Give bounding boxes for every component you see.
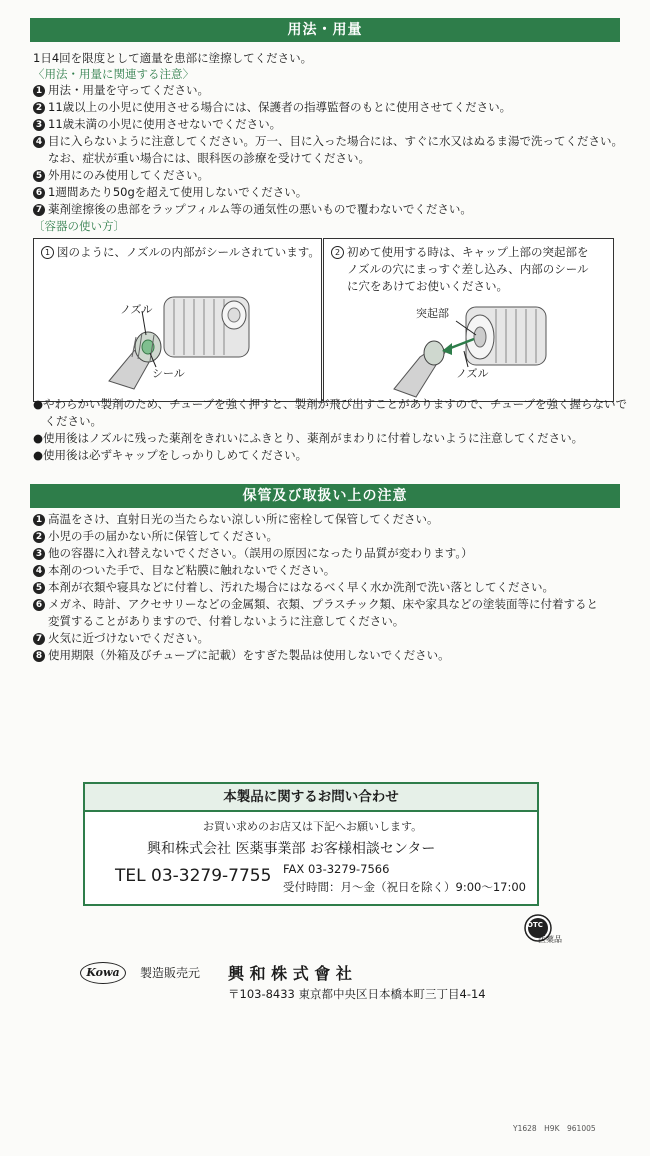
number-badge: 2 [33,102,45,114]
list-item-text: 他の容器に入れ替えないでください。（誤用の原因になったり品質が変わります。） [48,546,473,560]
otc-label: OTC [527,921,543,929]
panel-1-caption: 図のように、ノズルの内部がシールされています。 [57,245,320,259]
list-item-text: 火気に近づけないでください。 [48,631,209,645]
label-nozzle: ノズル [120,303,153,316]
list-item [48,613,404,629]
step-number: 2 [331,246,344,259]
list-item [48,150,370,166]
bullet-item: ●やわらかい製剤のため、チューブを強く押すと、製剤が飛び出すことがありますので、チューブを強く握らないで [33,397,627,411]
list-item [33,647,450,663]
contact-title: 本製品に関するお問い合わせ [85,784,537,812]
list-item-text: 本剤のついた手で、目など粘膜に触れないでください。 [48,563,336,577]
list-item-text: 11歳未満の小児に使用させないでください。 [48,117,282,131]
list-item-text: 薬剤塗擦後の患部をラップフィルム等の通気性の悪いもので覆わないでください。 [48,202,472,216]
step-number: 1 [41,246,54,259]
panel-2-text: 初めて使用する時は、キャップ上部の突起部を [347,245,589,259]
list-item-text: メガネ、時計、アクセサリーなどの金属類、衣類、プラスチック類、床や家具などの塗装面等に付着すると [48,597,599,611]
list-item-text: 変質することがありますので、付着しないように注意してください。 [48,614,405,628]
label-seal: シール [152,367,185,380]
bullet-item: ●使用後はノズルに残った薬剤をきれいにふきとり、薬剤がまわりに付着しないように注意してください。 [33,431,584,445]
number-badge: 3 [33,119,45,131]
panel-2-line-3: に穴をあけてお使いください。 [347,279,508,293]
list-item-text: 小児の手の届かない所に保管してください。 [48,529,278,543]
contact-hours: 受付時間：月～金（祝日を除く）9:00～17:00 [283,880,526,894]
list-item [33,545,473,561]
list-item [33,201,472,217]
contact-company: 興和株式会社 医薬事業部 お客様相談センター [147,841,436,857]
usage-notes-title: 〈用法・用量に関連する注意〉 [33,67,194,81]
list-item-text: 本剤が衣類や寝具などに付着し、汚れた場合にはなるべく早く水か洗剤で洗い落としてください。 [48,580,554,594]
list-item [33,116,281,132]
number-badge: 3 [33,548,45,560]
contact-note: お買い求めのお店又は下記へお願いします。 [203,820,423,833]
number-badge: 5 [33,582,45,594]
number-badge: 4 [33,136,45,148]
list-item-text: 目に入らないように注意してください。万一、目に入った場合には、すぐに水又はぬるま湯で洗ってください。 [48,134,623,148]
label-nozzle-2: ノズル [456,367,489,380]
number-badge: 2 [33,531,45,543]
list-item-text: 使用期限（外箱及びチューブに記載）をすぎた製品は使用しないでください。 [48,648,450,662]
number-badge: 4 [33,565,45,577]
list-item-text: なお、症状が重い場合には、眼科医の診療を受けてください。 [48,151,370,165]
number-badge: 6 [33,187,45,199]
panel-2-line-2: ノズルの穴にまっすぐ差し込み、内部のシール [347,262,589,276]
instruction-panel-2 [323,238,614,402]
list-item-text: 1週間あたり50gを超えて使用しないでください。 [48,185,308,199]
contact-box [83,782,539,906]
footer-company: 興 和 株 式 會 社 [228,964,352,983]
label-protrusion: 突起部 [416,307,449,320]
list-item-text: 用法・用量を守ってください。 [48,83,209,97]
list-item [33,133,623,149]
list-item [33,511,439,527]
contact-tel: TEL 03-3279-7755 [115,866,272,886]
list-item-text: 11歳以上の小児に使用させる場合には、保護者の指導監督のもとに使用させてください。 [48,100,512,114]
bullet-item: ●使用後は必ずキャップをしっかりしめてください。 [33,448,308,462]
number-badge: 7 [33,204,45,216]
storage-header: 保管及び取扱い上の注意 [30,484,620,508]
number-badge: 6 [33,599,45,611]
otc-sub: 医薬品 [538,935,562,944]
number-badge: 8 [33,650,45,662]
list-item [33,596,598,612]
container-usage-title: 〔容器の使い方〕 [33,219,125,233]
contact-fax: FAX 03-3279-7566 [283,862,390,876]
list-item [33,528,278,544]
print-code: Y1628 H9K 961005 [513,1124,596,1133]
number-badge: 1 [33,514,45,526]
list-item [33,184,307,200]
list-item [33,167,209,183]
number-badge: 1 [33,85,45,97]
list-item [33,562,335,578]
list-item [33,82,209,98]
number-badge: 5 [33,170,45,182]
footer-role: 製造販売元 [140,966,201,980]
usage-intro: 1日4回を限度として適量を患部に塗擦してください。 [33,51,313,65]
bullet-item: ください。 [33,414,102,428]
footer-address: 〒103-8433 東京都中央区日本橋本町三丁目4-14 [228,987,486,1001]
list-item-text: 外用にのみ使用してください。 [48,168,209,182]
usage-header: 用法・用量 [30,18,620,42]
list-item [33,630,209,646]
kowa-logo: Kowa [80,962,126,984]
list-item-text: 高温をさけ、直射日光の当たらない涼しい所に密栓して保管してください。 [48,512,439,526]
number-badge: 7 [33,633,45,645]
list-item [33,579,554,595]
instruction-panel-1 [33,238,322,402]
list-item [33,99,511,115]
